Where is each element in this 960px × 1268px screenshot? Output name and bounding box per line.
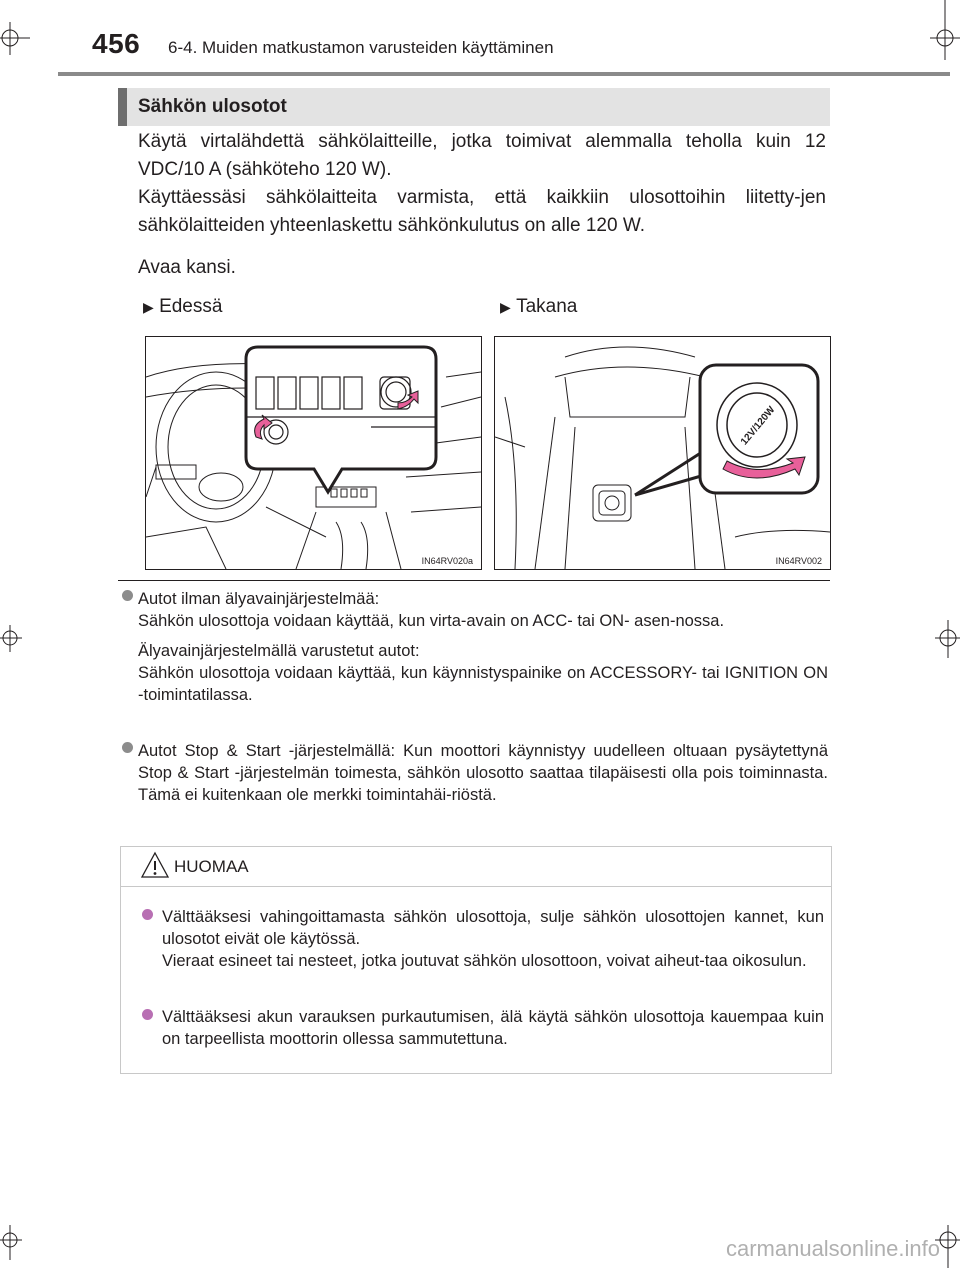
note-line: Älyavainjärjestelmällä varustetut autot: xyxy=(138,642,420,660)
dashboard-drawing xyxy=(146,337,481,569)
section-accent-bar xyxy=(118,88,127,126)
caution-item xyxy=(162,906,824,972)
caution-divider xyxy=(120,886,832,887)
header-rule xyxy=(58,72,950,76)
bullet-icon xyxy=(122,742,133,753)
note-line: Autot Stop & Start -järjestelmällä: Kun moottori käynnistyy uudelleen oltuaan pysäytettynä Stop & Start -järjestelmän toimesta, sähkön ulosotto saattaa tilapäisesti olla pois toiminnasta. Tämä ei kuitenkaan ole merkki toimintahäi-riöstä. xyxy=(138,742,828,804)
bullet-icon xyxy=(122,590,133,601)
intro-paragraph-1: Käytä virtalähdettä sähkölaitteille, jotka toimivat alemmalla teholla kuin 12 VDC/10 A (sähköteho 120 W). xyxy=(138,131,826,180)
bullet-icon xyxy=(142,909,153,920)
caution-line: Välttääksesi akun varauksen purkautumisen, älä käytä sähkön ulosottoja kauempaa kuin on tarpeellista moottorin ollessa sammutettuna. xyxy=(162,1008,824,1048)
caution-line: Vieraat esineet tai nesteet, jotka joutuvat sähkön ulosottoon, voivat aiheut-taa oikosulun. xyxy=(162,952,807,970)
caution-title: HUOMAA xyxy=(174,857,249,876)
note-line: Autot ilman älyavainjärjestelmää: xyxy=(138,590,380,608)
caution-item xyxy=(162,1006,824,1050)
note-item xyxy=(138,740,828,806)
page-number: 456 xyxy=(92,28,141,59)
bullet-icon xyxy=(142,1009,153,1020)
figure-label-rear xyxy=(500,296,577,318)
warning-triangle-icon xyxy=(140,850,170,880)
note-line: Sähkön ulosottoja voidaan käyttää, kun virta-avain on ACC- tai ON- asen-nossa. xyxy=(138,612,725,630)
section-title: Sähkön ulosotot xyxy=(138,96,287,117)
rear-label-text: Takana xyxy=(516,296,578,317)
note-item xyxy=(138,588,828,706)
caution-line: Välttääksesi vahingoittamasta sähkön ulosottoja, sulje sähkön ulosottojen kannet, kun ulosotot eivät ole käytössä. xyxy=(162,908,824,948)
intro-instruction: Avaa kansi. xyxy=(138,257,236,278)
front-figure-code: IN64RV020a xyxy=(421,556,473,566)
watermark: carmanualsonline.info xyxy=(725,1236,940,1261)
chapter-title: 6-4. Muiden matkustamon varusteiden käyttäminen xyxy=(168,38,554,57)
rear-console-drawing xyxy=(495,337,830,569)
intro-paragraph-2: Käyttäessäsi sähkölaitteita varmista, että kaikkiin ulosottoihin liitetty-jen sähkölaitteiden yhteenlaskettu sähkönkulutus on alle 120 W. xyxy=(138,187,826,236)
rear-figure-code: IN64RV002 xyxy=(775,556,822,566)
triangle-arrow-icon: ▶ xyxy=(143,299,154,315)
front-illustration xyxy=(145,336,482,570)
figure-label-front xyxy=(143,296,222,318)
note-line: Sähkön ulosottoja voidaan käyttää, kun käynnistyspainike on ACCESSORY- tai IGNITION ON -toimintatilassa. xyxy=(138,664,828,704)
notes-divider xyxy=(118,580,830,581)
rear-illustration xyxy=(494,336,831,570)
triangle-arrow-icon: ▶ xyxy=(500,299,511,315)
front-label-text: Edessä xyxy=(159,296,223,317)
cap-label: 12V/120W xyxy=(738,404,778,448)
